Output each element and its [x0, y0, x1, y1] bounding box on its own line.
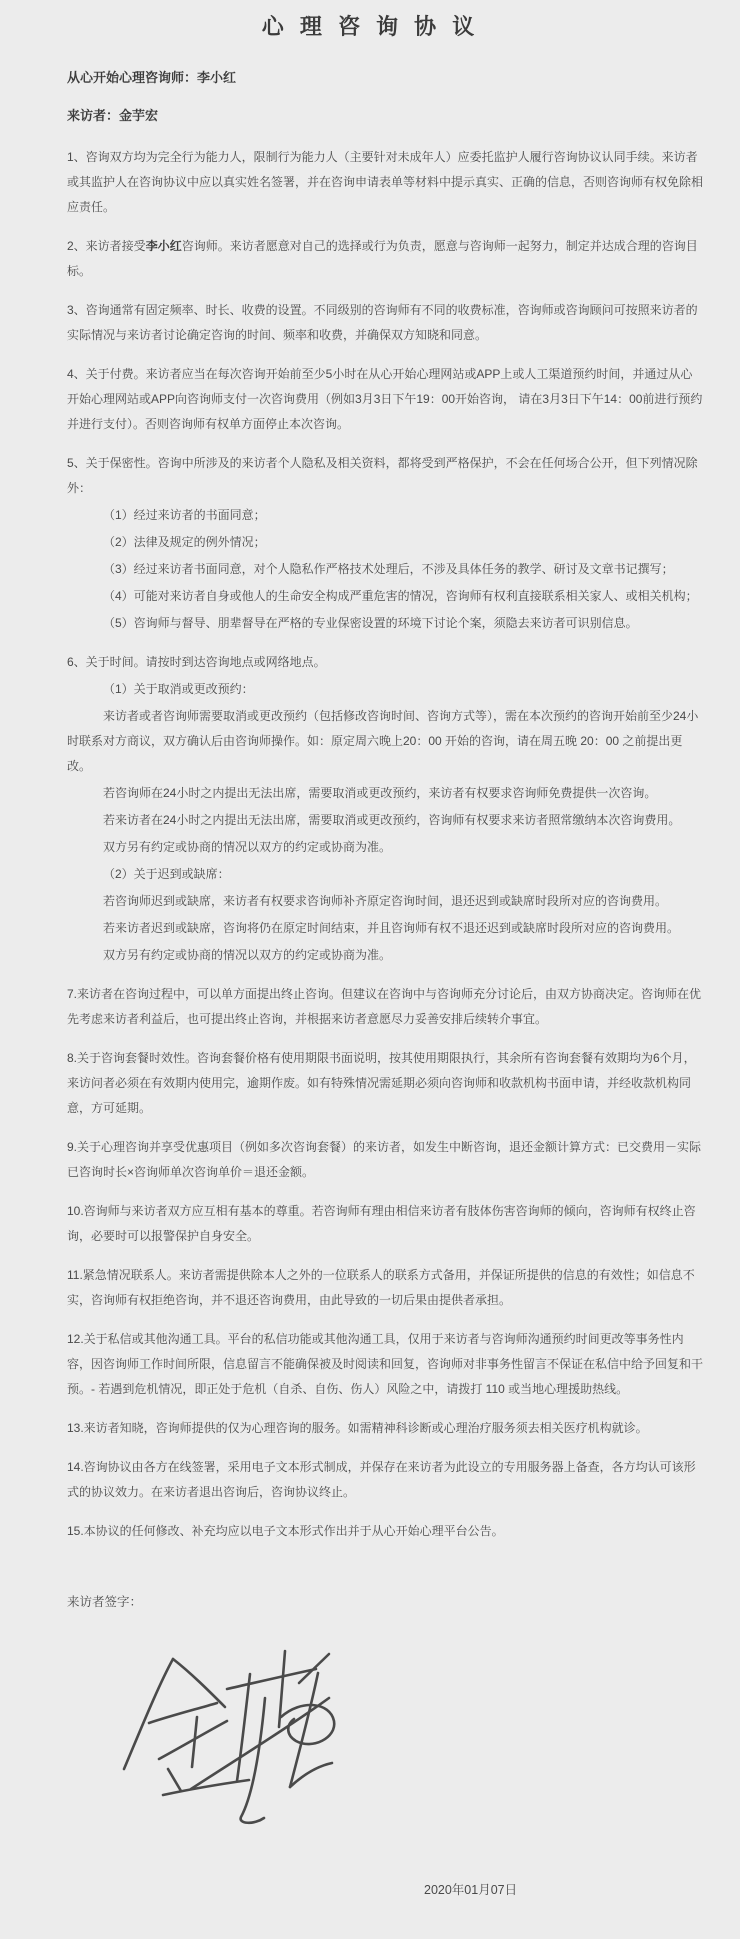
clause-paragraph: 12.关于私信或其他沟通工具。平台的私信功能或其他沟通工具，仅用于来访者与咨询师沟通预约时间更改等事务性内容，因咨询师工作时间所限，信息留言不能确保被及时阅读和回复，咨询师对非事务性留言不保证在私信中给予回复和干预。- 若遇到危机情况，即正处于危机（自杀、自伤、伤人）风险之中，请拨打 110 或当地心理援助热线。 [67, 1332, 704, 1396]
clause-paragraph: 双方另有约定或协商的情况以双方的约定或协商为准。 [103, 948, 392, 962]
clause-paragraph: （4）可能对来访者自身或他人的生命安全构成严重危害的情况，咨询师有权利直接联系相关家人、或相关机构； [103, 589, 698, 603]
clause-paragraph: （5）咨询师与督导、朋辈督导在严格的专业保密设置的环境下讨论个案，须隐去来访者可识别信息。 [103, 616, 638, 630]
clause-paragraph: 2、来访者接受李小红咨询师。来访者愿意对自己的选择或行为负责，愿意与咨询师一起努力，制定并达成合理的咨询目标。 [67, 239, 698, 278]
counselor-label: 从心开始心理咨询师： [67, 70, 198, 85]
clause-paragraph: 5、关于保密性。咨询中所涉及的来访者个人隐私及相关资料，都将受到严格保护，不会在任何场合公开，但下列情况除外： [67, 456, 698, 495]
clause-paragraph: 13.来访者知晓，咨询师提供的仅为心理咨询的服务。如需精神科诊断或心理治疗服务须去相关医疗机构就诊。 [67, 1421, 648, 1435]
clause-paragraph: （2）法律及规定的例外情况； [103, 535, 266, 549]
clause-paragraph: （1）经过来访者的书面同意； [103, 508, 266, 522]
agreement-date: 2020年01月07日 [424, 1883, 518, 1897]
visitor-name: 金芋宏 [119, 108, 159, 123]
clause-paragraph: 若咨询师迟到或缺席，来访者有权要求咨询师补齐原定咨询时间，退还迟到或缺席时段所对应的咨询费用。 [103, 894, 668, 908]
counselor-name: 李小红 [197, 70, 237, 85]
clause-paragraph: 10.咨询师与来访者双方应互相有基本的尊重。若咨询师有理由相信来访者有肢体伤害咨询师的倾向，咨询师有权终止咨询，必要时可以报警保护自身安全。 [67, 1204, 696, 1243]
signature-drawing-icon [113, 1641, 343, 1841]
visitor-line [67, 107, 704, 125]
clause-paragraph: （1）关于取消或更改预约： [103, 682, 254, 696]
counselor-line [67, 69, 704, 87]
clause-paragraph: 4、关于付费。来访者应当在每次咨询开始前至少5小时在从心开始心理网站或APP上或人工渠道预约时间，并通过从心开始心理网站或APP向咨询师支付一次咨询费用（例如3月3日下午19：00开始咨询， 请在3月3日下午14：00前进行预约并进行支付）。否则咨询师有权单方面停止本次咨询。 [67, 367, 703, 431]
signature-label: 来访者签字： [67, 1595, 143, 1609]
page-title: 心 理 咨 询 协 议 [261, 14, 480, 39]
clause-paragraph: 若咨询师在24小时之内提出无法出席，需要取消或更改预约，来访者有权要求咨询师免费提供一次咨询。 [103, 786, 657, 800]
visitor-signature [113, 1641, 343, 1841]
clause-paragraph: 14.咨询协议由各方在线签署，采用电子文本形式制成，并保存在来访者为此设立的专用服务器上备查，各方均认可该形式的协议效力。在来访者退出咨询后，咨询协议终止。 [67, 1460, 696, 1499]
clause-paragraph: 6、关于时间。请按时到达咨询地点或网络地点。 [67, 655, 326, 669]
clause-paragraph: 来访者或者咨询师需要取消或更改预约（包括修改咨询时间、咨询方式等），需在本次预约的咨询开始前至少24小时联系对方商议，双方确认后由咨询师操作。如：原定周六晚上20：00 开始的咨询，请在周五晚 20：00 之前提出更改。 [67, 709, 699, 773]
clause-paragraph: 若来访者在24小时之内提出无法出席，需要取消或更改预约，咨询师有权要求来访者照常缴纳本次咨询费用。 [103, 813, 681, 827]
agreement-clauses [67, 145, 704, 1544]
clause-paragraph: 8.关于咨询套餐时效性。咨询套餐价格有使用期限书面说明，按其使用期限执行，其余所有咨询套餐有效期均为6个月，来访问者必须在有效期内使用完，逾期作废。如有特殊情况需延期必须向咨询师和收款机构书面申请，并经收款机构同意，方可延期。 [67, 1051, 696, 1115]
clause-paragraph: （2）关于迟到或缺席： [103, 867, 230, 881]
visitor-label: 来访者： [67, 108, 120, 123]
clause-paragraph: 11.紧急情况联系人。来访者需提供除本人之外的一位联系人的联系方式备用，并保证所提供的信息的有效性；如信息不实，咨询师有权拒绝咨询，并不退还咨询费用，由此导致的一切后果由提供者承担。 [67, 1268, 695, 1307]
clause-paragraph: 3、咨询通常有固定频率、时长、收费的设置。不同级别的咨询师有不同的收费标准，咨询师或咨询顾问可按照来访者的实际情况与来访者讨论确定咨询的时间、频率和收费，并确保双方知晓和同意。 [67, 303, 698, 342]
clause-paragraph: 双方另有约定或协商的情况以双方的约定或协商为准。 [103, 840, 392, 854]
clause-paragraph: 9.关于心理咨询并享受优惠项目（例如多次咨询套餐）的来访者，如发生中断咨询，退还金额计算方式：已交费用－实际已咨询时长×咨询师单次咨询单价＝退还金额。 [67, 1140, 702, 1179]
clause-paragraph: 若来访者迟到或缺席，咨询将仍在原定时间结束，并且咨询师有权不退还迟到或缺席时段所对应的咨询费用。 [103, 921, 680, 935]
clause-paragraph: 1、咨询双方均为完全行为能力人，限制行为能力人（主要针对未成年人）应委托监护人履行咨询协议认同手续。来访者或其监护人在咨询协议中应以真实姓名签署，并在咨询申请表单等材料中提示真实、正确的信息，否则咨询师有权免除相应责任。 [67, 150, 704, 214]
clause-paragraph: （3）经过来访者书面同意，对个人隐私作严格技术处理后，不涉及具体任务的教学、研讨及文章书记撰写； [103, 562, 674, 576]
clause-paragraph: 15.本协议的任何修改、补充均应以电子文本形式作出并于从心开始心理平台公告。 [67, 1524, 504, 1538]
clause-paragraph: 7.来访者在咨询过程中，可以单方面提出终止咨询。但建议在咨询中与咨询师充分讨论后，由双方协商决定。咨询师在优先考虑来访者利益后，也可提出终止咨询，并根据来访者意愿尽力妥善安排后续转介事宜。 [67, 987, 702, 1026]
